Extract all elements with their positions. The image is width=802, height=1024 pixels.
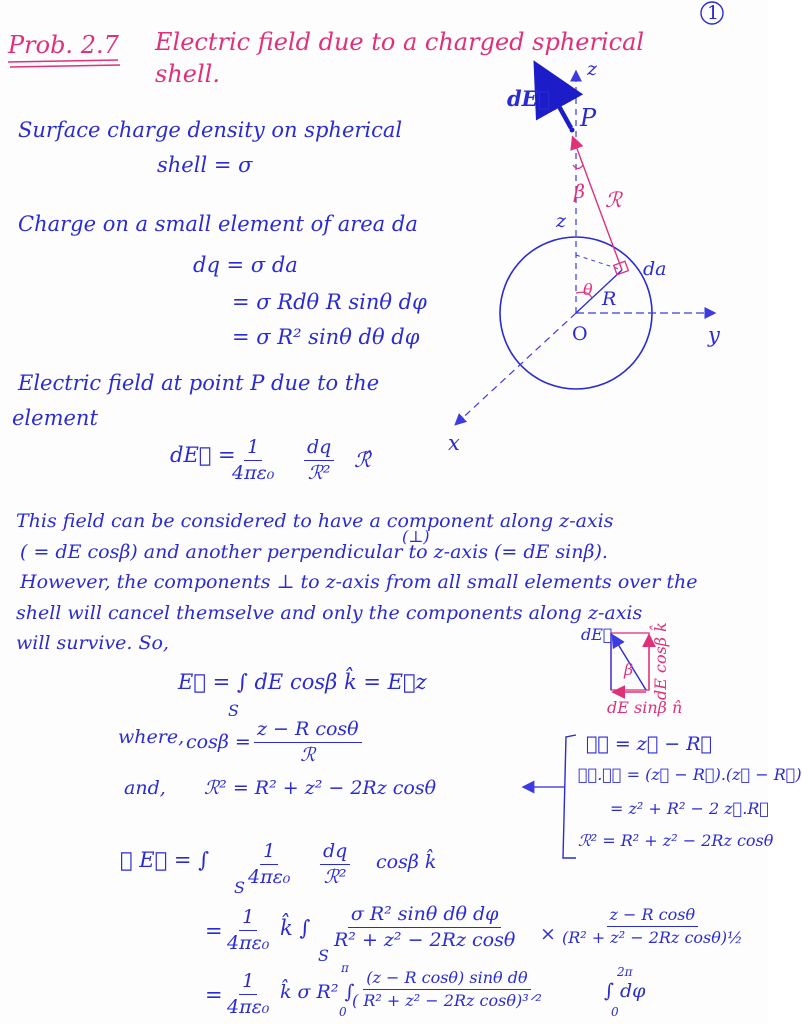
therefore-frac1 — [248, 842, 290, 888]
field-at-p-line2: element — [12, 406, 98, 430]
dE-r-hat: ℛ̂ — [354, 448, 371, 472]
surface-density-line1: Surface charge density on spherical — [18, 118, 403, 142]
fig-axis-z: z — [587, 58, 598, 80]
page-number: 1 — [707, 2, 720, 24]
dE-num2: dq — [304, 438, 334, 461]
bottom-b-phi-upper: 2π — [617, 965, 633, 979]
bottom-a-num2: σ R² sinθ dθ dφ — [348, 905, 502, 928]
bottom-b-k-int: k̂ σ R² ∫ — [280, 981, 355, 1003]
bottom-a-sub: S — [318, 946, 329, 965]
para-line2: ( = dE cosβ) and another perpendicular to z-axis (= dE sinβ). — [20, 541, 608, 563]
eq-dq-1: dq = σ da — [193, 253, 298, 277]
side-box-line1: ℛ⃗ = z⃗ − R⃗ — [586, 733, 712, 755]
dE-fraction-1 — [232, 438, 274, 484]
therefore-num1: 1 — [260, 842, 278, 865]
small-fig-cos: dE cosβ k̂ — [651, 622, 670, 700]
bottom-a-num3: z − R cosθ — [607, 907, 699, 927]
eq-dq-3: = σ R² sinθ dθ dφ — [232, 325, 420, 349]
bottom-b-den1: 4πε₀ — [227, 995, 270, 1018]
bottom-a-den1: 4πε₀ — [227, 931, 270, 954]
therefore-den1: 4πε₀ — [248, 865, 291, 888]
point-p-dot — [570, 128, 575, 133]
bottom-a-times: × — [540, 923, 556, 945]
bottom-b-den2: ( R² + z² − 2Rz cosθ)³ᐟ² — [352, 990, 542, 1010]
bottom-b-lower: 0 — [339, 1005, 347, 1019]
bottom-b-num2: (z − R cosθ) sinθ dθ — [363, 970, 530, 990]
r-squared-eq: ℛ² = R² + z² − 2Rz cosθ — [204, 777, 437, 799]
problem-label: Prob. 2.7 — [8, 31, 119, 59]
page-title: Electric field due to a charged spherical — [155, 28, 645, 56]
fig-point-p: P — [580, 104, 597, 132]
bottom-eq-a-equals: = — [205, 919, 223, 943]
fig-r: ℛ — [605, 188, 622, 212]
small-fig-beta: β — [624, 660, 634, 679]
charge-element-line: Charge on a small element of area da — [18, 212, 418, 236]
field-at-p-line1: Electric field at point P due to the — [18, 371, 380, 395]
small-fig-dE: dE⃗ — [581, 625, 613, 644]
fig-da: da — [643, 258, 667, 280]
bottom-b-num1: 1 — [239, 972, 257, 995]
integral-E-eq: E⃗ = ∫ dE cosβ k̂ = E⃗z — [178, 670, 427, 694]
bottom-a-num1: 1 — [239, 908, 257, 931]
side-box-line3: = z² + R² − 2 z⃗.R⃗ — [610, 799, 769, 818]
x-axis-line — [456, 313, 576, 424]
beta-arc — [573, 165, 583, 169]
fig-beta: β — [574, 181, 585, 203]
therefore-num2: dq — [320, 842, 350, 865]
fig-radius: R — [602, 288, 617, 310]
bottom-a-k-int: k̂ ∫ — [280, 916, 311, 940]
cosb-num: z − R cosθ — [254, 720, 362, 743]
bottom-a-frac3 — [562, 907, 743, 947]
cosb-lhs: cosβ = — [186, 731, 251, 753]
dE-lhs: dE⃗ = — [170, 443, 236, 467]
eq-dq-2: = σ Rdθ R sinθ dφ — [232, 290, 427, 314]
therefore-den2: ℛ² — [323, 865, 347, 888]
dE-num1: 1 — [244, 438, 262, 461]
title-underline — [8, 60, 118, 62]
therefore-sub: S — [234, 878, 245, 897]
dE-den1: 4πε₀ — [232, 461, 275, 484]
bottom-a-den3: (R² + z² − 2Rz cosθ)½ — [562, 927, 743, 947]
small-fig-sin: dE sinβ n̂ — [607, 698, 683, 717]
page-title-line2: shell. — [155, 60, 220, 88]
dE-den2: ℛ² — [307, 461, 331, 484]
fig-axis-x: x — [448, 431, 460, 455]
where-label: where, — [118, 726, 185, 748]
bottom-b-phi-lower: 0 — [611, 1005, 619, 1019]
fig-origin: O — [572, 323, 588, 345]
para-line3: However, the components ⊥ to z-axis from all small elements over the — [20, 571, 698, 593]
bottom-b-upper: π — [341, 961, 349, 975]
bottom-eq-b-equals: = — [205, 983, 223, 1007]
bottom-a-den2: R² + z² − 2Rz cosθ — [334, 928, 516, 951]
bottom-b-frac1 — [227, 972, 269, 1018]
fig-z-dist: z — [556, 210, 567, 232]
integral-E-sub: S — [228, 701, 239, 720]
bottom-a-frac2 — [334, 905, 515, 951]
cosb-den: ℛ — [300, 743, 316, 766]
bottom-b-phi: ∫ dφ — [604, 980, 646, 1002]
para-line5: will survive. So, — [16, 632, 169, 654]
therefore-integral: ∴ E⃗ = ∫ — [120, 848, 210, 872]
fig-axis-y: y — [708, 323, 720, 347]
side-box-line4: ℛ² = R² + z² − 2Rz cosθ — [578, 831, 774, 850]
para-line1: This field can be considered to have a component along z-axis — [16, 510, 614, 532]
perp-mark: (⊥) — [402, 527, 430, 546]
bottom-b-frac2 — [352, 970, 542, 1010]
fig-dE-label: dE⃗ — [507, 86, 551, 111]
therefore-frac2 — [320, 842, 350, 888]
bottom-a-frac1 — [227, 908, 269, 954]
side-box-bracket — [563, 735, 576, 858]
dE-fraction-2 — [304, 438, 334, 484]
fig-theta: θ — [583, 280, 593, 299]
side-box-line2: ℛ⃗.ℛ⃗ = (z⃗ − R⃗).(z⃗ − R⃗) — [578, 765, 802, 784]
and-label: and, — [124, 777, 166, 799]
therefore-rest: cosβ k̂ — [376, 851, 437, 873]
surface-density-line2: shell = σ — [157, 153, 253, 177]
para-line4: shell will cancel themselve and only the components along z-axis — [16, 602, 643, 624]
cosb-fraction — [254, 720, 362, 766]
